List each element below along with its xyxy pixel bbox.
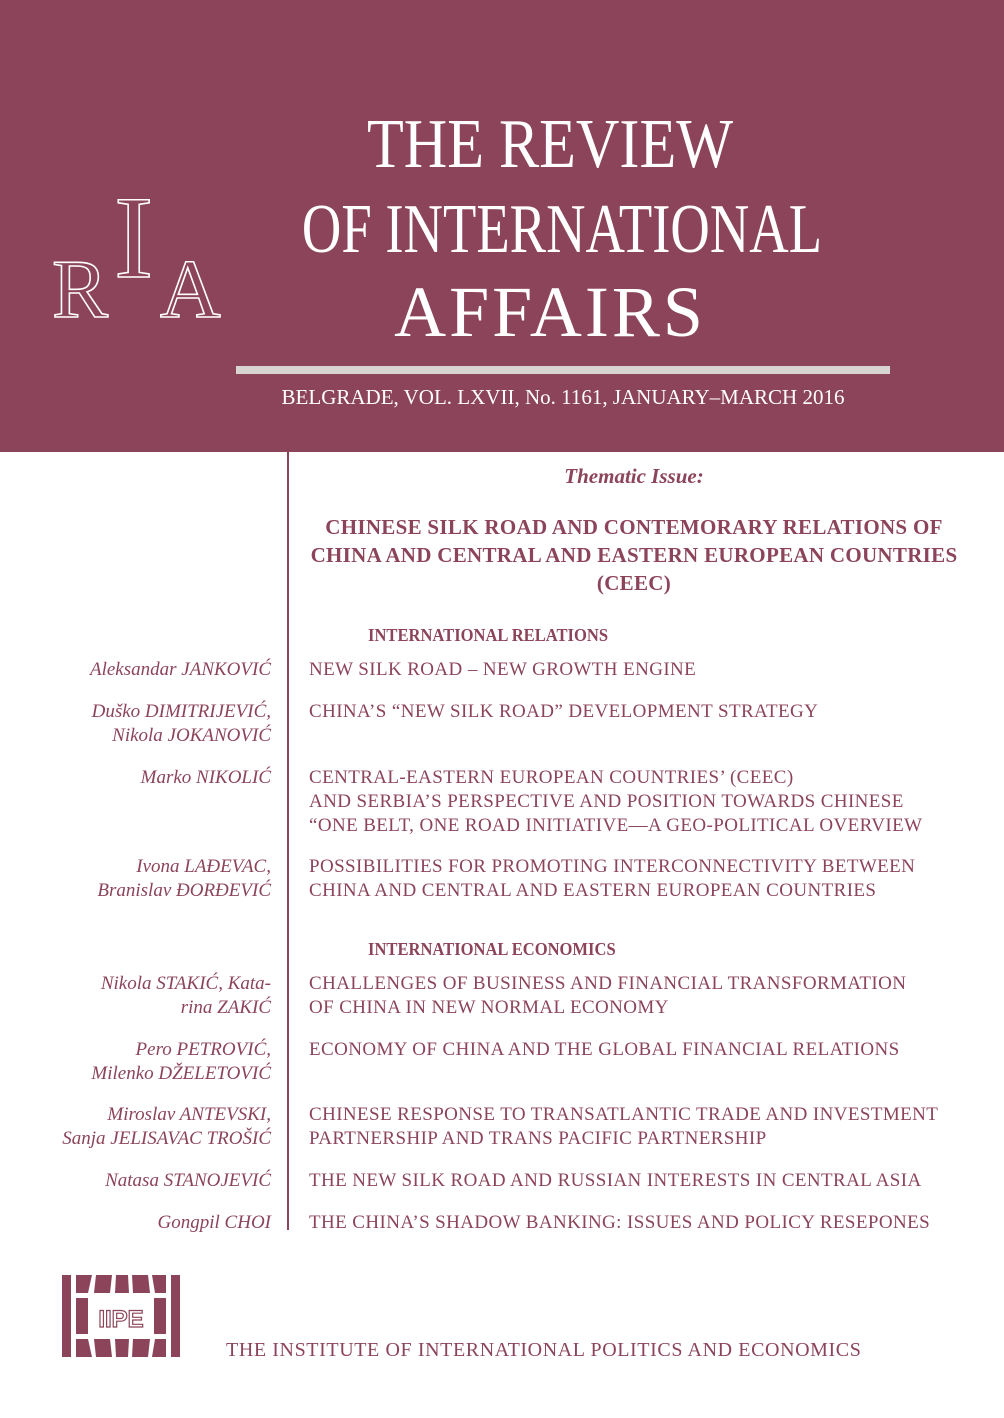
article-authors: Natasa STANOJEVIĆ [105,1170,271,1191]
article-authors: Nikola STAKIĆ, Kata- rina ZAKIĆ [100,973,271,1018]
article-authors: Aleksandar JANKOVIĆ [89,659,271,680]
title-rule [236,366,890,374]
cover-header [0,0,1004,452]
article-authors: Marko NIKOLIĆ [140,767,271,788]
article-title: POSSIBILITIES FOR PROMOTING INTERCONNECTIVITY BETWEEN CHINA AND CENTRAL AND EASTERN EUROPEAN COUNTRIES [309,856,916,901]
svg-text:IIPE: IIPE [98,1306,144,1333]
article-authors: Gongpil CHOI [157,1212,271,1233]
article-title: THE CHINA’S SHADOW BANKING: ISSUES AND POLICY RESEPONES [309,1212,931,1233]
iipe-logo [62,1275,180,1357]
article-authors: Ivona LAĐEVAC, Branislav ĐORĐEVIĆ [97,856,271,901]
article-authors: Pero PETROVIĆ, Milenko DŽELETOVIĆ [91,1039,271,1084]
thematic-label: Thematic Issue: [564,464,704,488]
article-title: CENTRAL-EASTERN EUROPEAN COUNTRIES’ (CEEC) AND SERBIA’S PERSPECTIVE AND POSITION TOWARDS CHINESE “ONE BELT, ONE ROAD INITIATIVE—A GEO-POLITICAL OVERVIEW [309,767,923,836]
issue-title: CHINESE SILK ROAD AND CONTEMORARY RELATIONS OF CHINA AND CENTRAL AND EASTERN EUROPEAN COUNTRIES (CEEC) [310,515,958,595]
column-divider [287,452,289,1230]
svg-text:I: I [114,175,154,303]
article-title: CHALLENGES OF BUSINESS AND FINANCIAL TRANSFORMATION OF CHINA IN NEW NORMAL ECONOMY [309,973,907,1018]
volume-info: BELGRADE, VOL. LXVII, No. 1161, JANUARY–MARCH 2016 [281,385,845,409]
article-title: CHINA’S “NEW SILK ROAD” DEVELOPMENT STRATEGY [309,701,819,722]
journal-title-line-1: THE REVIEW [366,106,734,183]
publisher-name: THE INSTITUTE OF INTERNATIONAL POLITICS AND ECONOMICS [226,1339,862,1361]
article-title: ECONOMY OF CHINA AND THE GLOBAL FINANCIAL RELATIONS [309,1039,900,1060]
journal-title-line-3: AFFAIRS [394,272,706,352]
article-authors: Duško DIMITRIJEVIĆ, Nikola JOKANOVIĆ [91,701,271,746]
article-title: NEW SILK ROAD – NEW GROWTH ENGINE [309,659,697,680]
section-heading-relations: INTERNATIONAL RELATIONS [368,625,609,645]
article-title: CHINESE RESPONSE TO TRANSATLANTIC TRADE AND INVESTMENT PARTNERSHIP AND TRANS PACIFIC PARTNERSHIP [309,1104,939,1149]
section-heading-economics: INTERNATIONAL ECONOMICS [368,939,616,959]
svg-text:A: A [160,243,221,327]
ria-logo [52,175,234,327]
article-authors: Miroslav ANTEVSKI, Sanja JELISAVAC TROŠIĆ [62,1104,271,1149]
article-title: THE NEW SILK ROAD AND RUSSIAN INTERESTS IN CENTRAL ASIA [309,1170,922,1191]
journal-title-line-2: OF INTERNATIONAL [301,191,823,268]
svg-text:R: R [52,243,109,327]
